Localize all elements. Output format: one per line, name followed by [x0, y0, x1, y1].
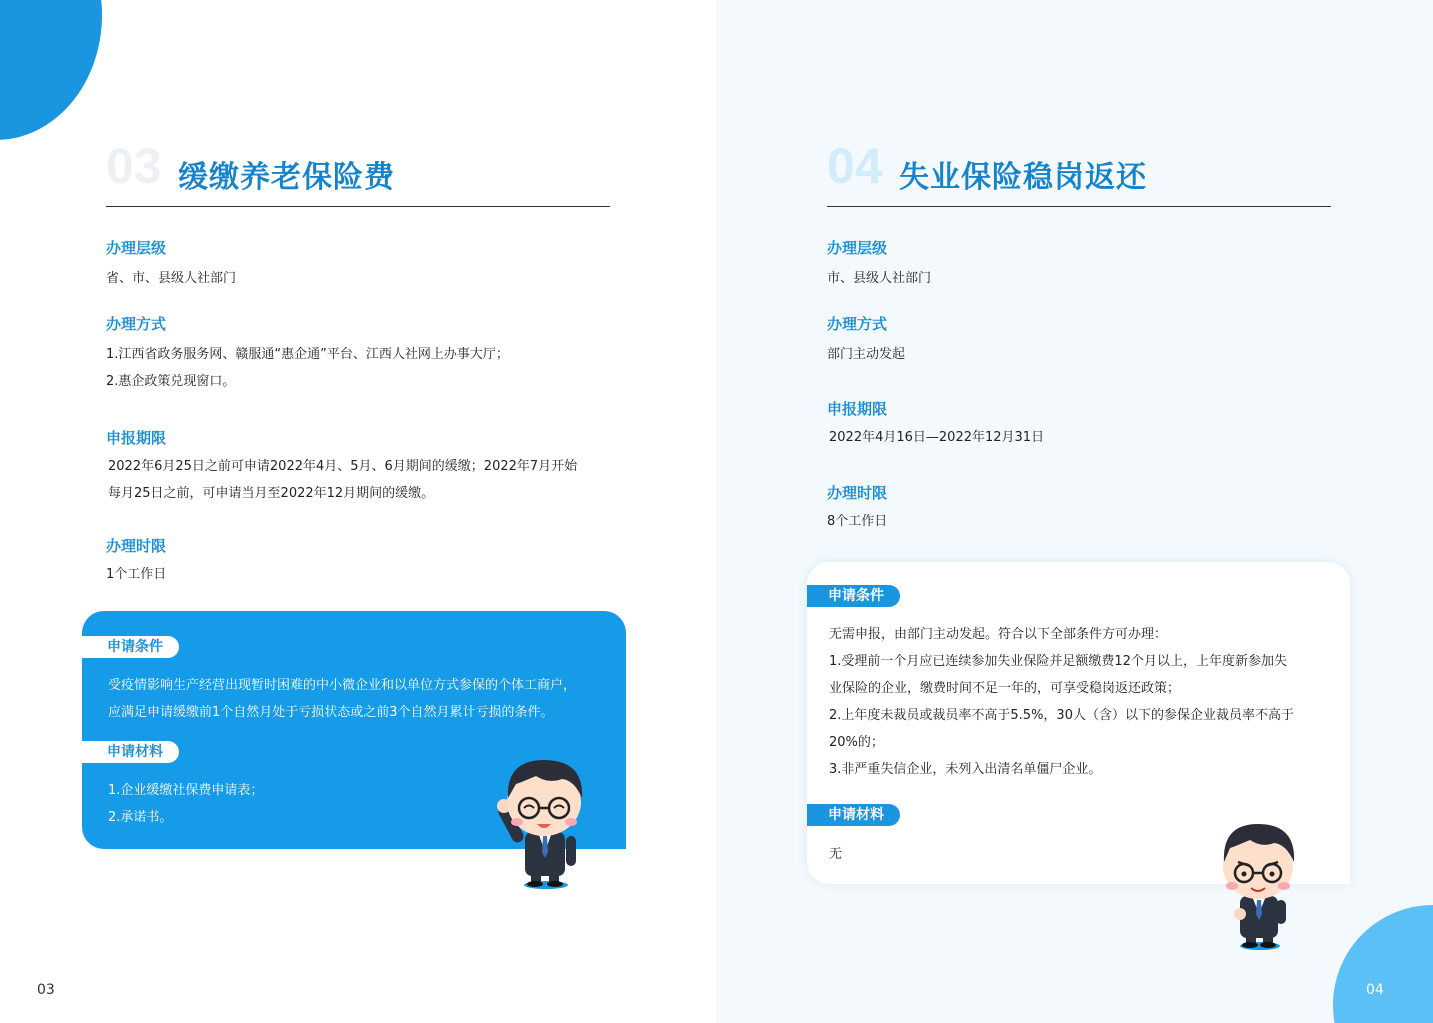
time-label: 办理时限 — [106, 537, 167, 555]
method-line: 2.惠企政策兑现窗口。 — [106, 374, 236, 389]
level-label: 办理层级 — [106, 239, 167, 257]
method-line: 1.江西省政务服务网、赣服通“惠企通”平台、江西人社网上办事大厅； — [106, 347, 509, 362]
time-value: 8个工作日 — [827, 514, 888, 529]
conditions-line: 20%的； — [829, 735, 884, 750]
section-header — [106, 136, 610, 207]
corner-decoration — [1333, 905, 1433, 1023]
method-label: 办理方式 — [106, 315, 167, 333]
method-value: 部门主动发起 — [827, 347, 906, 362]
corner-decoration — [0, 0, 102, 140]
period-line: 每月25日之前，可申请当月至2022年12月期间的缓缴。 — [108, 486, 435, 501]
right-page — [716, 0, 1433, 1023]
level-value: 市、县级人社部门 — [827, 271, 932, 286]
time-label: 办理时限 — [827, 484, 888, 502]
materials-value: 无 — [829, 847, 843, 862]
time-value: 1个工作日 — [106, 567, 167, 582]
mascot-illustration — [488, 752, 600, 894]
conditions-line: 2.上年度未裁员或裁员率不高于5.5%，30人（含）以下的参保企业裁员率不高于 — [829, 708, 1294, 723]
conditions-line: 业保险的企业，缴费时间不足一年的，可享受稳岗返还政策； — [829, 681, 1181, 696]
section-title: 缓缴养老保险费 — [178, 160, 395, 195]
period-line: 2022年6月25日之前可申请2022年4月、5月、6月期间的缓缴；2022年7月开始 — [108, 459, 578, 474]
materials-tag: 申请材料 — [807, 804, 900, 826]
section-title: 失业保险稳岗返还 — [899, 160, 1147, 195]
period-label: 申报期限 — [106, 429, 167, 447]
level-label: 办理层级 — [827, 239, 888, 257]
materials-line: 1.企业缓缴社保费申请表； — [108, 783, 264, 798]
left-page — [0, 0, 716, 1023]
materials-line: 2.承诺书。 — [108, 810, 173, 825]
conditions-tag: 申请条件 — [807, 585, 900, 607]
section-header — [827, 136, 1331, 207]
materials-tag: 申请材料 — [82, 741, 179, 763]
conditions-tag: 申请条件 — [82, 636, 179, 658]
page-number: 04 — [1366, 982, 1384, 998]
conditions-line: 1.受理前一个月应已连续参加失业保险并足额缴费12个月以上，上年度新参加失 — [829, 654, 1287, 669]
page-number: 03 — [37, 982, 55, 998]
level-value: 省、市、县级人社部门 — [106, 271, 237, 286]
conditions-line: 受疫情影响生产经营出现暂时困难的中小微企业和以单位方式参保的个体工商户， — [108, 678, 577, 693]
conditions-line: 3.非严重失信企业，未列入出清名单僵尸企业。 — [829, 762, 1102, 777]
period-value: 2022年4月16日—2022年12月31日 — [829, 430, 1045, 445]
method-label: 办理方式 — [827, 315, 888, 333]
section-number: 03 — [106, 138, 162, 194]
section-number: 04 — [827, 138, 883, 194]
conditions-line: 应满足申请缓缴前1个自然月处于亏损状态或之前3个自然月累计亏损的条件。 — [108, 705, 554, 720]
mascot-illustration — [1210, 818, 1310, 954]
period-label: 申报期限 — [827, 400, 888, 418]
conditions-line: 无需申报，由部门主动发起。符合以下全部条件方可办理： — [829, 627, 1168, 642]
